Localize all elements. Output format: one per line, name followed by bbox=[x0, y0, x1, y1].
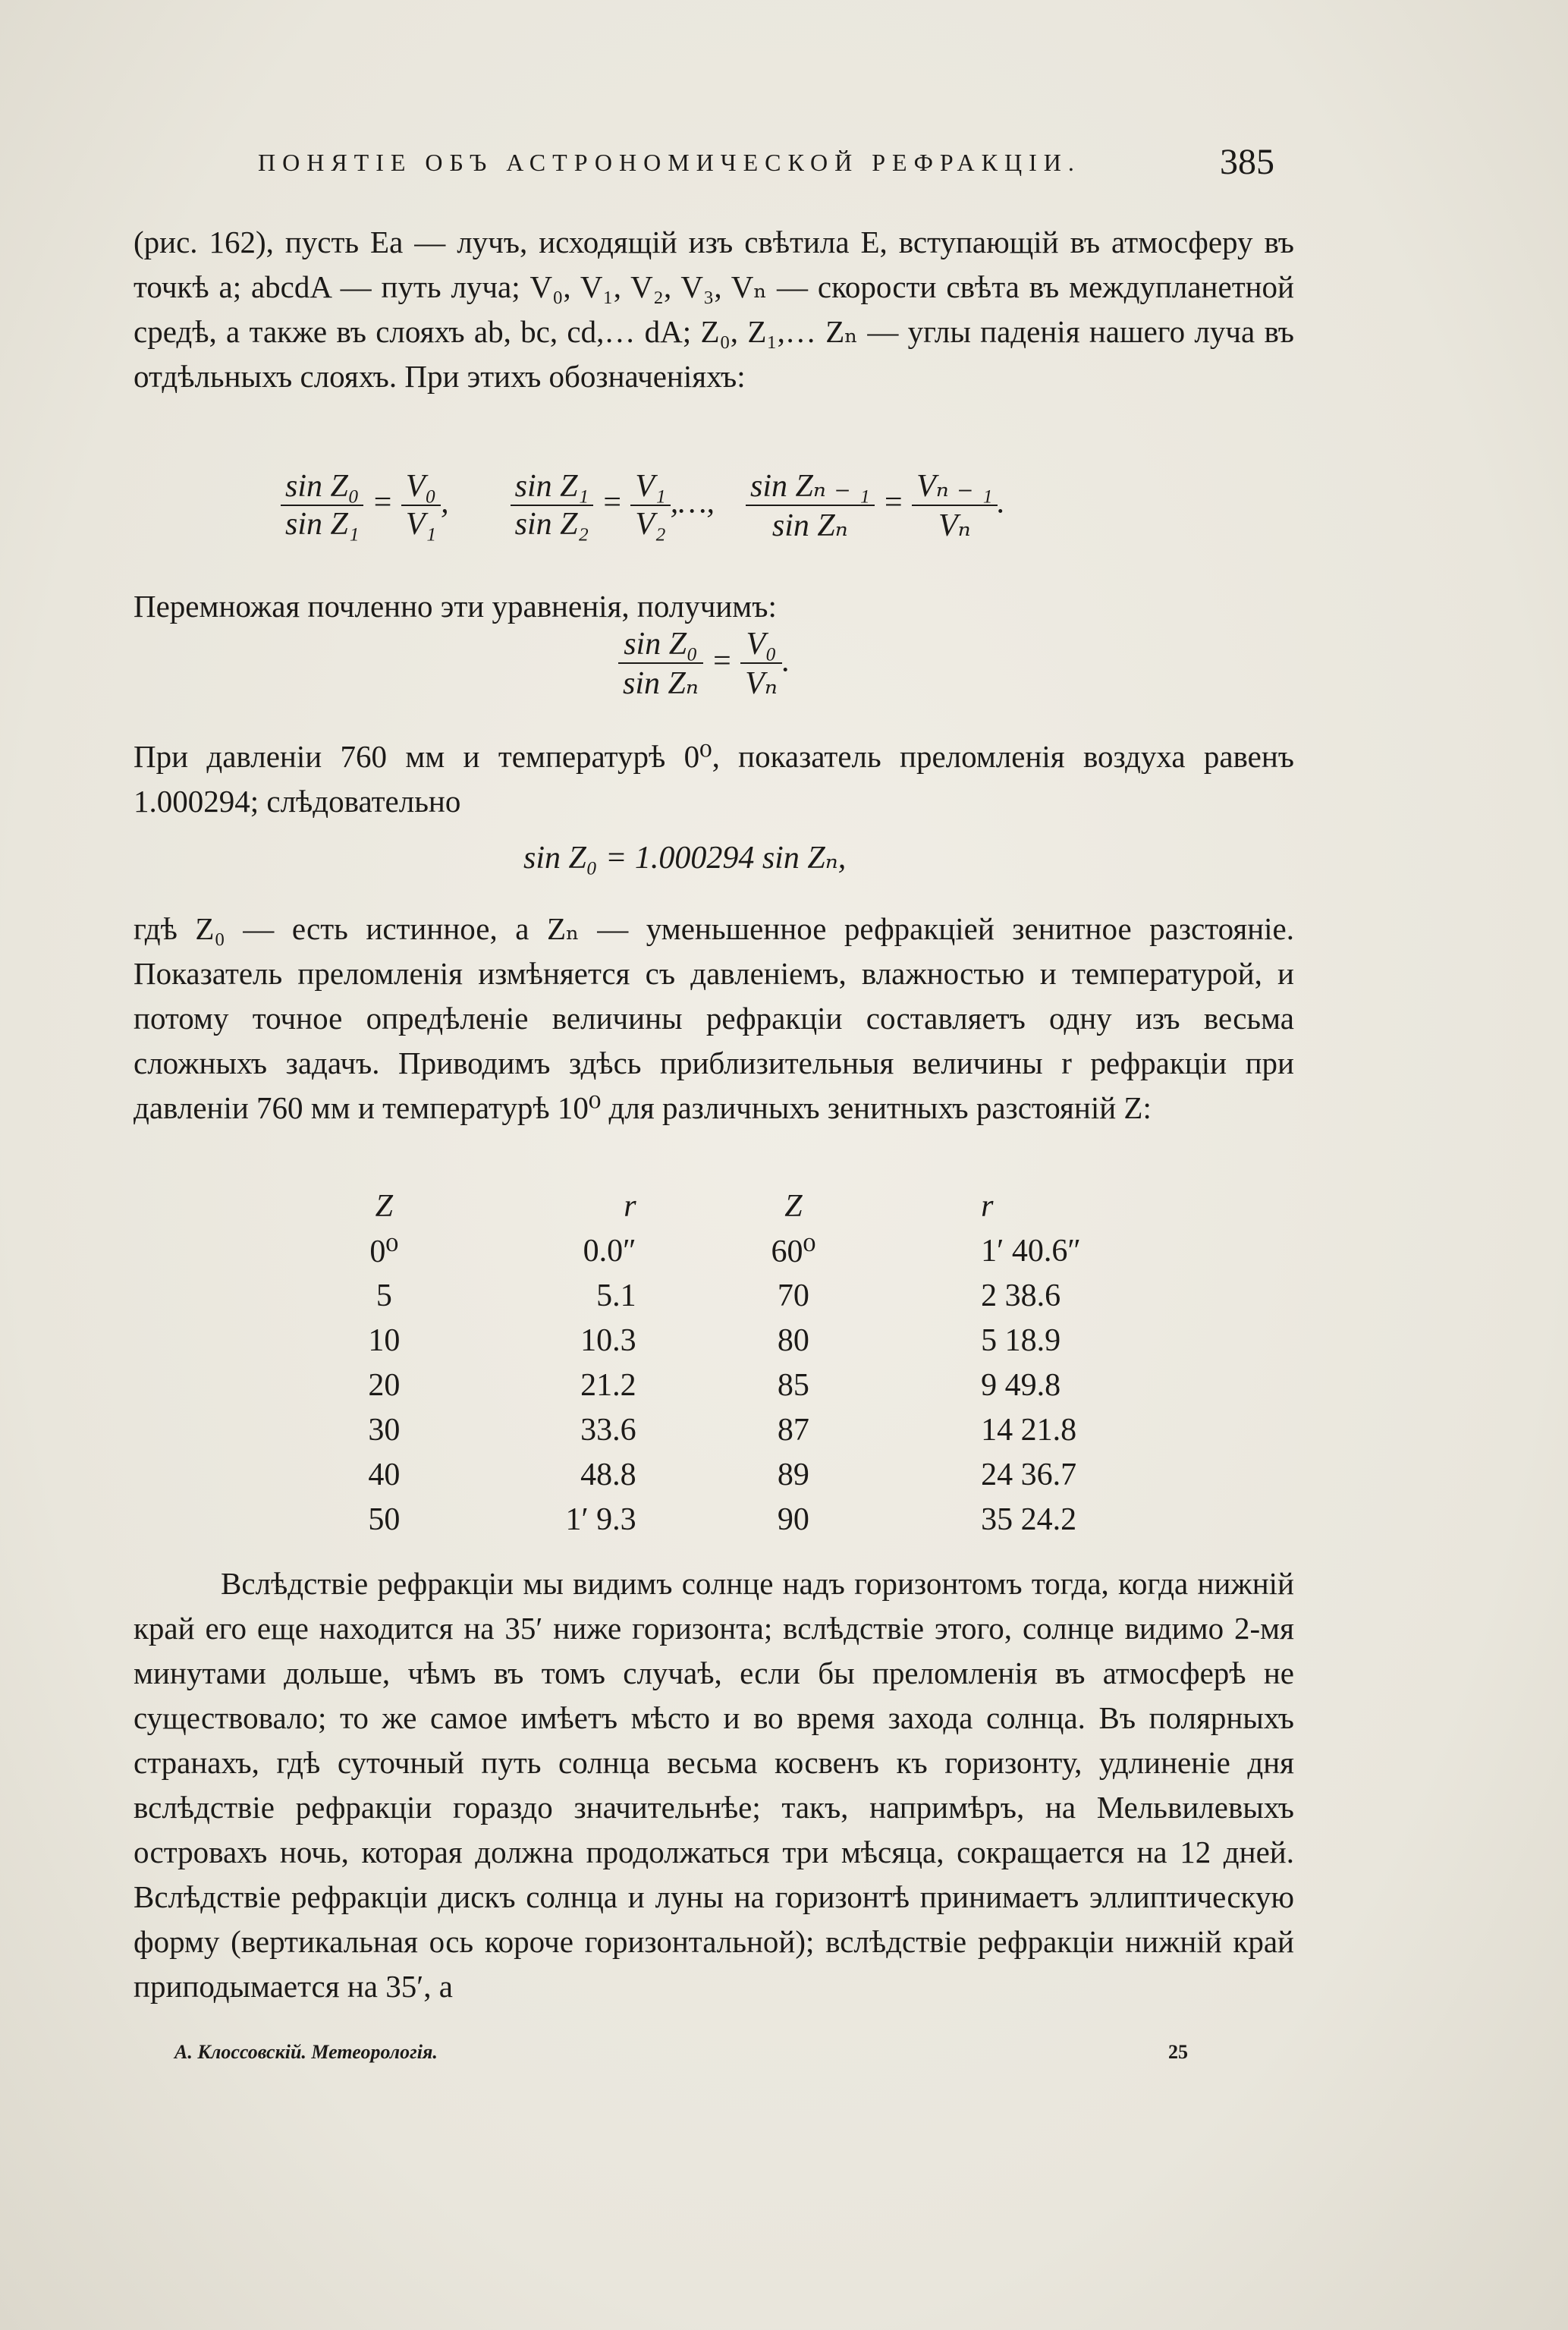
table-cell: 50 bbox=[368, 1501, 401, 1537]
table-row bbox=[326, 1363, 1183, 1407]
fraction: $\frac{\text{sin Zₙ ₋ ₁}}{\text{sin Zₙ}}$ bbox=[746, 467, 875, 544]
table-row bbox=[326, 1452, 1183, 1497]
table-cell: 87 bbox=[777, 1412, 809, 1448]
table-row bbox=[326, 1497, 1183, 1542]
table-cell: 1′ 40.6″ bbox=[981, 1233, 1081, 1269]
table-cell: 5.1 bbox=[596, 1278, 636, 1313]
column-header: Z bbox=[784, 1188, 803, 1224]
table-cell: 2 38.6 bbox=[981, 1278, 1061, 1313]
equation-product: $\frac{\text{sin Z₀}}{\text{sin Zₙ}}$ = $\frac{\text{V₀}}{\text{Vₙ}}$ . bbox=[618, 626, 790, 702]
table-cell: 85 bbox=[777, 1367, 809, 1403]
footer-author: А. Клоссовскій. Метеорологія. bbox=[174, 2041, 438, 2063]
paragraph-4: гдѣ Z₀ — есть истинное, а Zₙ — уменьшенное рефракціей зенитное разстояніе. Показатель преломленія измѣняется съ давленіемъ, влажностью и температурой, и потому точное опредѣленіе величины рефракціи составляетъ одну изъ весьма сложныхъ задачъ. Приводимъ здѣсь приблизительныя величины r рефракціи при давленіи 760 мм и температурѣ 10⁰ для различныхъ зенитныхъ разстояній Z: bbox=[134, 911, 1294, 1125]
fraction: $\frac{\text{V₀}}{\text{V₁}}$ bbox=[401, 468, 441, 542]
column-header: r bbox=[981, 1188, 994, 1224]
fraction: $\frac{\text{sin Z₁}}{\text{sin Z₂}}$ bbox=[511, 468, 593, 542]
table-row bbox=[326, 1228, 1183, 1273]
paragraph-3: При давленіи 760 мм и температурѣ 0⁰, показатель преломленія воздуха равенъ 1.000294; слѣдовательно bbox=[134, 739, 1294, 819]
table-cell: 70 bbox=[777, 1278, 809, 1313]
fraction: $\frac{\text{Vₙ ₋ ₁}}{\text{Vₙ}}$ bbox=[912, 467, 997, 544]
table-cell: 1′ 9.3 bbox=[565, 1501, 636, 1537]
table-row bbox=[326, 1273, 1183, 1318]
fraction: $\frac{\text{sin Z₀}}{\text{sin Z₁}}$ bbox=[281, 468, 363, 542]
table-cell: 10 bbox=[368, 1322, 401, 1358]
paragraph-5: Вслѣдствіе рефракціи мы видимъ солнце надъ горизонтомъ тогда, когда нижній край его еще находится на 35′ ниже горизонта; вслѣдствіе этого, солнце видимо 2-мя минутами дольше, чѣмъ въ томъ случаѣ, если бы преломленія въ атмосферѣ не существовало; то же самое имѣетъ мѣсто и во время захода солнца. Въ полярныхъ странахъ, гдѣ суточный путь солнца весьма косвенъ къ горизонту, удлиненіе дня вслѣдствіе рефракціи гораздо значительнѣе; такъ, напримѣръ, на Мельвилевыхъ островахъ ночь, которая должна продолжаться три мѣсяца, сокращается на 12 дней. Вслѣдствіе рефракціи дискъ солнца и луны на горизонтѣ принимаетъ эллиптическую форму (вертикальная ось короче горизонтальной); вслѣдствіе рефракціи нижній край приподымается на 35′, а bbox=[134, 1566, 1294, 2004]
equation-ratios: $\frac{\text{sin Z₀}}{\text{sin Z₁}}$ = $\frac{\text{V₀}}{\text{V₁}}$ , $\frac{\text{sin Z₁}}{\text{sin Z₂}}$ = $\frac{\text{V₁}}{\text{V₂}}$ ,…, $\frac{\text{sin Zₙ ₋ ₁}}{\text{sin Zₙ}}$ = $\frac{\text{Vₙ ₋ ₁}}{\text{Vₙ}}$ . bbox=[281, 467, 1005, 544]
running-header: ПОНЯТІЕ ОБЪ АСТРОНОМИЧЕСКОЙ РЕФРАКЦІИ. bbox=[258, 149, 1081, 176]
column-header: r bbox=[624, 1188, 636, 1224]
table-cell: 89 bbox=[777, 1457, 809, 1492]
page-number: 385 bbox=[1220, 142, 1274, 182]
table-cell: 48.8 bbox=[580, 1457, 636, 1492]
table-cell: 0.0″ bbox=[583, 1233, 636, 1269]
table-cell: 33.6 bbox=[580, 1412, 636, 1448]
table-cell: 35 24.2 bbox=[981, 1501, 1077, 1537]
table-cell: 90 bbox=[777, 1501, 809, 1537]
equation-refraction-index: sin Z₀ = 1.000294 sin Zₙ, bbox=[523, 841, 847, 876]
table-cell: 20 bbox=[368, 1367, 401, 1403]
table-header-row bbox=[326, 1184, 1183, 1228]
column-header: Z bbox=[375, 1188, 394, 1224]
table-cell: 24 36.7 bbox=[981, 1457, 1077, 1492]
table-cell: 40 bbox=[368, 1457, 401, 1492]
table-cell: 5 bbox=[376, 1278, 392, 1313]
table-cell: 10.3 bbox=[580, 1322, 636, 1358]
table-cell: 60⁰ bbox=[771, 1234, 816, 1269]
table-cell: 0⁰ bbox=[369, 1234, 399, 1269]
table-cell: 21.2 bbox=[580, 1367, 636, 1403]
table-cell: 30 bbox=[368, 1412, 401, 1448]
fraction: $\frac{\text{V₁}}{\text{V₂}}$ bbox=[630, 468, 670, 542]
table-row bbox=[326, 1407, 1183, 1452]
table-cell: 5 18.9 bbox=[981, 1322, 1061, 1358]
table-cell: 80 bbox=[777, 1322, 809, 1358]
footer-signature: 25 bbox=[1168, 2041, 1188, 2063]
table-row bbox=[326, 1318, 1183, 1363]
paragraph-1: (рис. 162), пусть Ea — лучъ, исходящій изъ свѣтила E, вступающій въ атмосферу въ точкѣ a; abcdA — путь луча; V₀, V₁, V₂, V₃, Vₙ — скорости свѣта въ междупланетной средѣ, а также въ слояхъ ab, bc, cd,… dA; Z₀, Z₁,… Zₙ — углы паденія нашего луча въ отдѣльныхъ слояхъ. При этихъ обозначеніяхъ: bbox=[134, 225, 1294, 394]
fraction: $\frac{\text{sin Z₀}}{\text{sin Zₙ}}$ bbox=[618, 626, 703, 702]
fraction: $\frac{\text{V₀}}{\text{Vₙ}}$ bbox=[740, 626, 782, 702]
refraction-table bbox=[326, 1184, 1183, 1542]
paragraph-2: Перемножая почленно эти уравненія, получимъ: bbox=[134, 589, 777, 624]
table-cell: 9 49.8 bbox=[981, 1367, 1061, 1403]
table-cell: 14 21.8 bbox=[981, 1412, 1077, 1448]
